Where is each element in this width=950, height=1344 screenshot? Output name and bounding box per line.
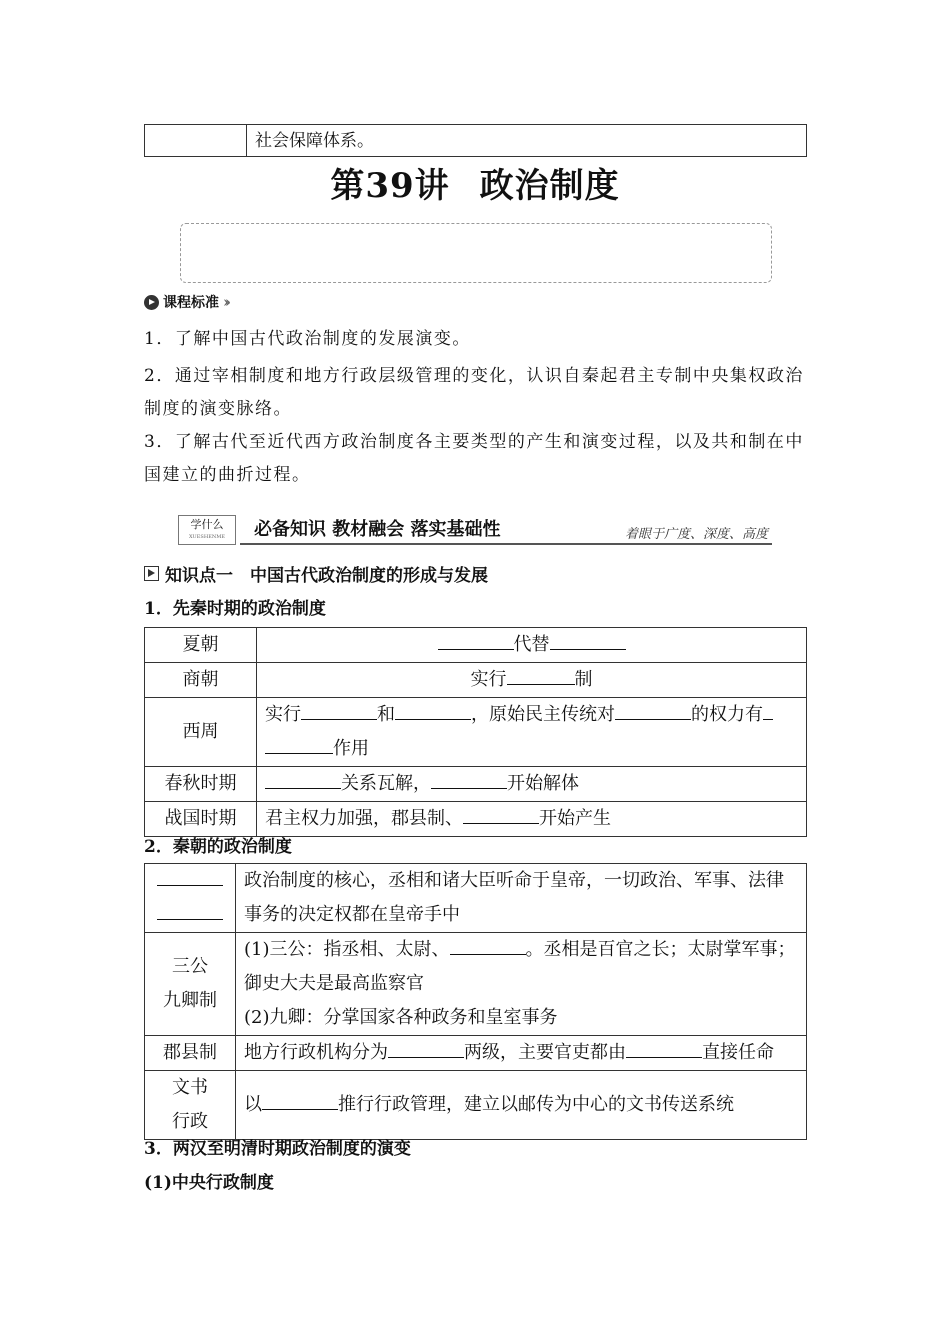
fill-blank: [157, 865, 223, 886]
text-segment: 行政: [172, 1111, 208, 1132]
text-segment: 文书: [172, 1077, 208, 1098]
text-segment: 实行: [470, 669, 507, 690]
text-segment: 两级，主要官吏都由: [464, 1042, 626, 1063]
empty-cell: [145, 125, 247, 157]
fill-blank: [431, 768, 507, 789]
fill-blank: [438, 629, 514, 650]
section1-heading: 1．先秦时期的政治制度: [144, 599, 326, 619]
banner-logo: [178, 515, 236, 545]
row-label: 夏朝: [145, 628, 257, 663]
table-row: [145, 1036, 807, 1071]
table-row: [145, 933, 807, 1036]
banner-underline: [240, 543, 772, 545]
row-content: [236, 1071, 807, 1140]
knowledge-point-heading: [144, 561, 488, 586]
row-content: [236, 933, 807, 1036]
section3-heading: 3．两汉至明清时期政治制度的演变: [144, 1139, 411, 1159]
fill-blank: [157, 899, 223, 920]
banner-side-text: 着眼于广度、深度、高度: [624, 527, 768, 542]
play-circle-icon: [144, 295, 159, 310]
course-standard-label: 课程标准: [163, 295, 219, 311]
fill-blank: [507, 664, 575, 685]
row-label: [145, 933, 236, 1036]
text-segment: 直接任命: [702, 1042, 774, 1063]
logo-small-text: XUESHENME: [188, 534, 225, 540]
table-row: [145, 864, 807, 933]
row-content: [257, 628, 807, 663]
fill-blank: [388, 1037, 464, 1058]
text-segment: 的权力有: [691, 704, 763, 725]
row-content: [257, 698, 807, 767]
pre-qin-table: [144, 627, 807, 837]
standard-item: 1．了解中国古代政治制度的发展演变。: [144, 329, 471, 349]
course-standard-tag: [144, 292, 227, 312]
standards-list: [144, 323, 808, 492]
text-segment: 开始解体: [507, 773, 579, 794]
continued-table: [144, 124, 807, 157]
row-content: [257, 767, 807, 802]
text-segment: 制: [574, 669, 593, 690]
fill-blank: [615, 699, 691, 720]
text-segment: 推行行政管理，建立以邮传为中心的文书传送系统: [338, 1094, 734, 1115]
fill-blank: [550, 629, 626, 650]
fill-blank: [265, 733, 333, 754]
fill-blank: [265, 768, 341, 789]
text-segment: (1)三公：指丞相、太尉、: [244, 939, 450, 960]
fill-blank: [262, 1089, 338, 1110]
text-segment: ，原始民主传统对: [471, 704, 615, 725]
text-segment: 代替: [513, 634, 550, 655]
fill-blank: [450, 934, 526, 955]
section3-subheading: (1)中央行政制度: [144, 1173, 274, 1193]
row-content: [236, 1036, 807, 1071]
text-segment: 关系瓦解，: [341, 773, 431, 794]
text-segment: 实行: [265, 704, 301, 725]
row-label: 春秋时期: [145, 767, 257, 802]
text-segment: 和: [377, 704, 395, 725]
play-box-icon: [144, 566, 159, 581]
banner-main-text: 必备知识 教材融会 落实基础性: [254, 519, 501, 540]
table-row: [145, 698, 807, 767]
text-segment: 开始产生: [539, 808, 611, 829]
row-content: 政治制度的核心，丞相和诸大臣听命于皇帝，一切政治、军事、法律事务的决定权都在皇帝手中: [236, 864, 807, 933]
row-label: 战国时期: [145, 802, 257, 837]
continued-cell: 社会保障体系。: [247, 125, 807, 157]
table-row: [145, 628, 807, 663]
standard-item: 2．通过宰相制度和地方行政层级管理的变化，认识自秦起君主专制中央集权政治制度的演变脉络。: [144, 366, 804, 419]
page-title: [0, 158, 950, 207]
knowledge-point-text: 知识点一 中国古代政治制度的形成与发展: [165, 566, 488, 586]
row-label: 郡县制: [145, 1036, 236, 1071]
text-segment: 君主权力加强，郡县制、: [265, 808, 463, 829]
row-label: [145, 1071, 236, 1140]
fill-blank: [301, 699, 377, 720]
text-segment: 。丞相是百官之长；太尉掌军事；御史大夫是最高监察官: [244, 939, 796, 994]
table-row: [145, 663, 807, 698]
fill-blank: [463, 803, 539, 824]
table-row: [145, 1071, 807, 1140]
table-row: [145, 767, 807, 802]
row-label: 西周: [145, 698, 257, 767]
text-segment: (2)九卿：分掌国家各种政务和皇室事务: [244, 1007, 558, 1028]
row-content: [257, 802, 807, 837]
text-segment: 九卿制: [163, 990, 217, 1011]
title-number: 第39讲: [330, 166, 450, 206]
section-banner: [178, 513, 772, 545]
double-chevron-icon: ››: [223, 293, 227, 311]
fill-blank: [626, 1037, 702, 1058]
qin-table: [144, 863, 807, 1140]
title-topic: 政治制度: [479, 166, 620, 206]
text-segment: 地方行政机构分为: [244, 1042, 388, 1063]
row-label: 商朝: [145, 663, 257, 698]
row-label: [145, 864, 236, 933]
section2-heading: 2．秦朝的政治制度: [144, 837, 292, 857]
row-content: [257, 663, 807, 698]
standard-item: 3．了解古代至近代西方政治制度各主要类型的产生和演变过程，以及共和制在中国建立的曲折过程。: [144, 432, 804, 485]
dashed-placeholder-box: [180, 223, 772, 283]
fill-blank: [395, 699, 471, 720]
fill-blank: [763, 699, 773, 720]
text-segment: 三公: [172, 956, 208, 977]
text-segment: 作用: [333, 738, 369, 759]
text-segment: 以: [244, 1094, 262, 1115]
logo-text: 学什么: [190, 518, 224, 531]
